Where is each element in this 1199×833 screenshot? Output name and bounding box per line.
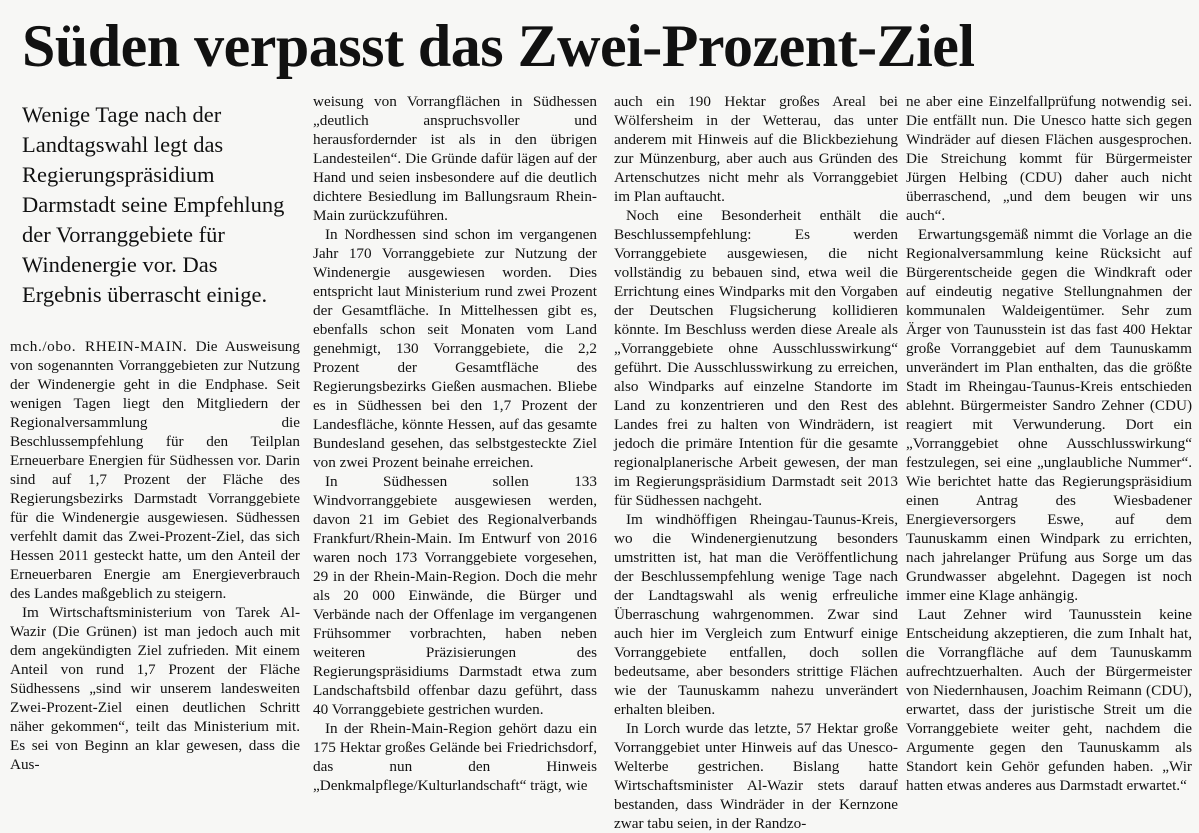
article-column-4	[906, 92, 1192, 795]
article-paragraph: Laut Zehner wird Taunusstein keine Entscheidung akzeptieren, die zum Inhalt hat, die Vorrangfläche auf dem Taunuskamm aufrechtzuerhalten. Auch der Bürgermeister von Niedernhausen, Joachim Reimann (CDU), erwartet, dass der juristische Streit um die Vorranggebiete weiter geht, nachdem die Argumente gegen den Taunuskamm als Standort kein Gehör gefunden haben. „Wir hatten etwas anderes aus Darmstadt erwartet.“	[906, 606, 1192, 794]
article-paragraph: In der Rhein-Main-Region gehört dazu ein 175 Hektar großes Gelände bei Friedrichsdorf, das nun den Hinweis „Denkmalpflege/Kulturlandschaft“ trägt, wie	[313, 720, 597, 794]
article-paragraph: In Lorch wurde das letzte, 57 Hektar große Vorranggebiet unter Hinweis auf das Unesco-Welterbe gestrichen. Bislang hatte Wirtschaftsminister Al-Wazir stets darauf bestanden, dass Windräder in der Kernzone zwar tabu seien, in der Randzo-	[614, 720, 898, 832]
article-column-3	[614, 92, 898, 833]
article-paragraph: Im Wirtschaftsministerium von Tarek Al-Wazir (Die Grünen) ist man jedoch auch mit dem angekündigten Ziel zufrieden. Mit einem Anteil von rund 1,7 Prozent der Fläche Südhessens „sind wir unserem landesweiten Zwei-Prozent-Ziel einen deutlichen Schritt näher gekommen“, teilt das Ministerium mit. Es sei von Beginn an klar gewesen, dass die Aus-	[10, 604, 300, 773]
article-paragraph: auch ein 190 Hektar großes Areal bei Wölfersheim in der Wetterau, das unter anderem mit Hinweis auf die Blickbeziehung zur Münzenburg, aber auch aus Gründen des Artenschutzes nicht mehr als Vorranggebiet im Plan auftaucht.	[614, 93, 898, 205]
dateline: mch./obo. RHEIN-MAIN.	[10, 338, 188, 355]
article-paragraph: Noch eine Besonderheit enthält die Beschlussempfehlung: Es werden Vorranggebiete ausgewiesen, die nicht vollständig zu bebauen sind, etwa weil die Errichtung eines Windparks mit den Vorgaben der Deutschen Flugsicherung kollidieren könnte. Im Beschluss werden diese Areale als „Vorranggebiete ohne Ausschlusswirkung“ geführt. Die Ausschlusswirkung zu erreichen, also Windparks auf einzelne Standorte im Land zu konzentrieren und den Rest des Landes frei zu halten von Windrädern, ist jedoch die primäre Intention für die gesamte regionalplanerische Arbeit gewesen, der man im Regierungspräsidium Darmstadt seit 2013 für Südhessen nachgeht.	[614, 207, 898, 509]
article-paragraph: Erwartungsgemäß nimmt die Vorlage an die Regionalversammlung keine Rücksicht auf Bürgerentscheide gegen die Windkraft oder auf eindeutig negative Stellungnahmen der kommunalen Waldeigentümer. Sehr zum Ärger von Taunusstein ist das fast 400 Hektar große Vorranggebiet auf dem Taunuskamm unverändert im Plan enthalten, das die größte Stadt im Rheingau-Taunus-Kreis entschieden ablehnt. Bürgermeister Sandro Zehner (CDU) reagiert mit Verwunderung. Dort ein „Vorranggebiet ohne Ausschlusswirkung“ festzulegen, sei eine „unglaubliche Nummer“. Wie berichtet hatte das Regierungspräsidium einen Antrag des Wiesbadener Energieversorgers Eswe, auf dem Taunuskamm einen Windpark zu errichten, nach jahrelanger Prüfung aus Sorge um das Grundwasser abgelehnt. Dagegen ist noch immer eine Klage anhängig.	[906, 226, 1192, 604]
article-paragraph: Im windhöffigen Rheingau-Taunus-Kreis, wo die Windenergienutzung besonders umstritten ist, hat man die Veröffentlichung der Beschlussempfehlung wenige Tage nach der Landtagswahl als wenig erfreuliche Überraschung wahrgenommen. Zwar sind auch hier im Vergleich zum Entwurf einige Vorranggebiete entfallen, doch sollen bedeutsame, aber besonders strittige Flächen wie der Taunuskamm nahezu unverändert erhalten bleiben.	[614, 511, 898, 718]
article-column-2	[313, 92, 597, 795]
article-headline: Süden verpasst das Zwei-Prozent-Ziel	[22, 13, 975, 79]
article-paragraph: In Südhessen sollen 133 Windvorranggebiete ausgewiesen werden, davon 21 im Gebiet des Regionalverbands Frankfurt/Rhein-Main. Im Entwurf von 2016 waren noch 173 Vorranggebiete vorgesehen, 29 in der Rhein-Main-Region. Doch die mehr als 20 000 Einwände, die Bürger und Verbände nach der Offenlage im vergangenen Frühsommer vorbrachten, haben neben weiteren Präzisierungen des Regierungspräsidiums Darmstadt etwa zum Landschaftsbild offenbar dazu geführt, dass 40 Vorranggebiete gestrichen wurden.	[313, 473, 597, 718]
article-column-1	[10, 92, 300, 774]
article-paragraph: ne aber eine Einzelfallprüfung notwendig sei. Die entfällt nun. Die Unesco hatte sich gegen Windräder auf diesen Flächen ausgesprochen. Die Streichung kommt für Bürgermeister Jürgen Helbing (CDU) daher auch nicht überraschend, „und dem beugen wir uns auch“.	[906, 93, 1192, 224]
paragraph-text: Die Ausweisung von sogenannten Vorranggebieten zur Nutzung der Windenergie geht in die Endphase. Seit wenigen Tagen liegt den Mitgliedern der Regionalversammlung die Beschlussempfehlung für den Teilplan Erneuerbare Energien für Südhessen vor. Darin sind auf 1,7 Prozent der Fläche des Regierungsbezirks Darmstadt Vorranggebiete für die Windenergie ausgewiesen. Südhessen verfehlt damit das Zwei-Prozent-Ziel, das sich Hessen 2011 gesteckt hatte, um den Anteil der Erneuerbaren Energie am Energieverbrauch des Landes maßgeblich zu steigern.	[10, 338, 300, 602]
article-paragraph: In Nordhessen sind schon im vergangenen Jahr 170 Vorranggebiete zur Nutzung der Windenergie ausgewiesen worden. Dies entspricht laut Ministerium rund zwei Prozent der Gesamtfläche. In Mittelhessen gibt es, ebenfalls schon seit Monaten vom Land genehmigt, 130 Vorranggebiete, die 2,2 Prozent der Gesamtfläche des Regierungsbezirks Gießen ausmachen. Bliebe es in Südhessen bei den 1,7 Prozent der Landesfläche, könnte Hessen, auf das gesamte Bundesland gesehen, das selbstgesteckte Ziel von zwei Prozent beinahe erreichen.	[313, 226, 597, 471]
article-paragraph	[10, 337, 300, 603]
article-paragraph: weisung von Vorrangflächen in Südhessen „deutlich anspruchsvoller und herausfordernder ist als in den übrigen Landesteilen“. Die Gründe dafür lägen auf der Hand und seien insbesondere auf die deutlich dichtere Besiedlung im Ballungsraum Rhein-Main zurückzuführen.	[313, 93, 597, 224]
article-lead: Wenige Tage nach der Landtagswahl legt das Regierungspräsidium Darmstadt seine Empfehlung der Vorranggebiete für Windenergie vor. Das Ergebnis überrascht einige.	[22, 102, 285, 307]
